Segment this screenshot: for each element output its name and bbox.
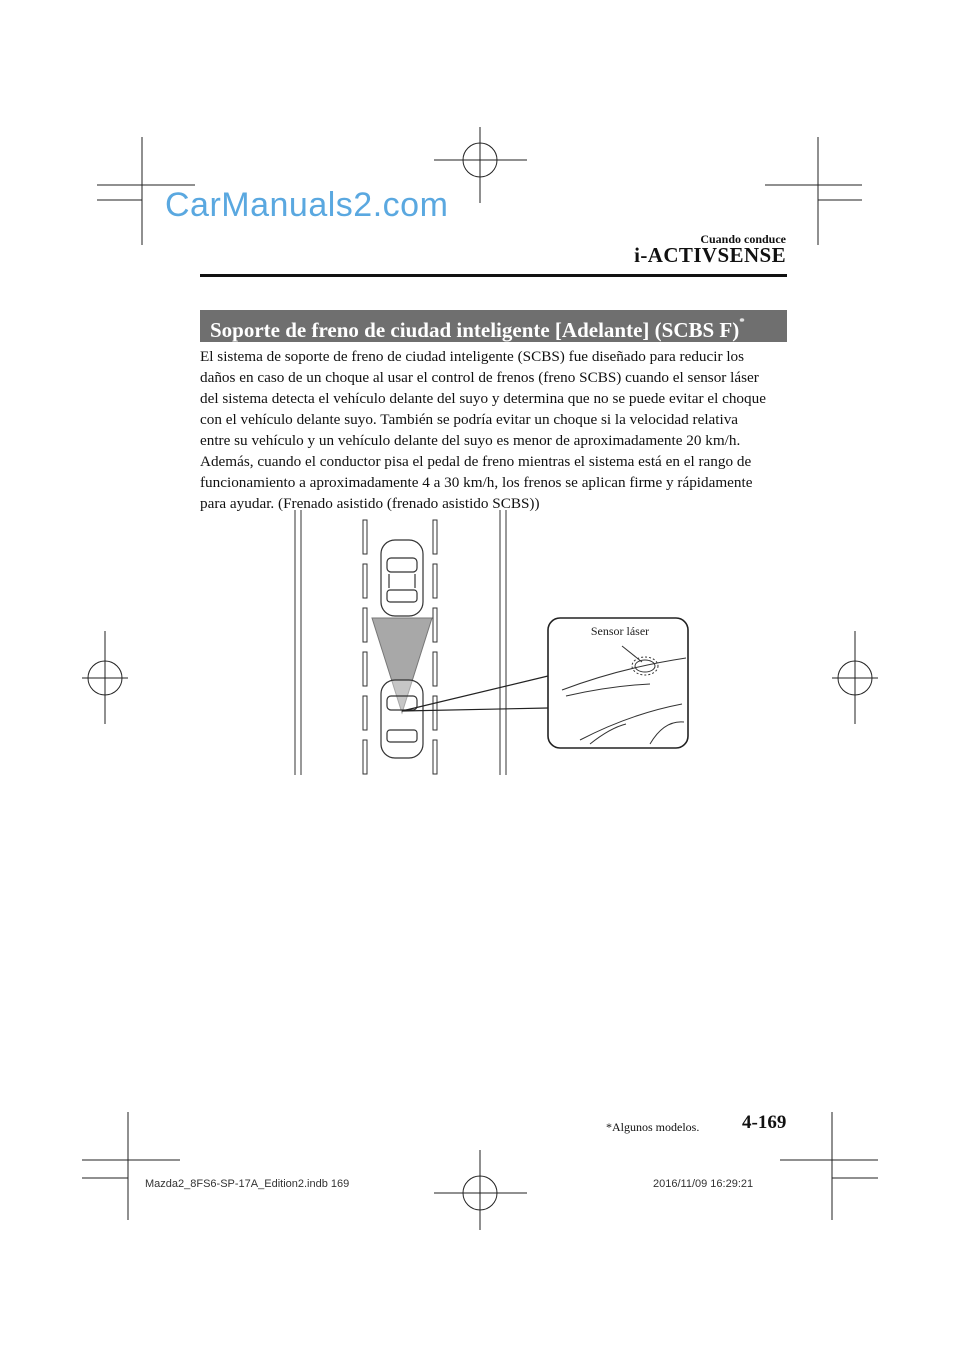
own-car [381, 680, 423, 758]
body-line: Además, cuando el conductor pisa el pedal de freno mientras el sistema está en el rango de [200, 453, 752, 470]
body-line: del sistema detecta el vehículo delante del suyo y determina que no se puede evitar el choque [200, 390, 766, 407]
body-line: El sistema de soporte de freno de ciudad inteligente (SCBS) fue diseñado para reducir los [200, 348, 745, 365]
models-mark: * [739, 316, 745, 328]
sensor-label: Sensor láser [590, 624, 650, 638]
article-body [200, 346, 790, 514]
body-line: daños en caso de un choque al usar el control de frenos (freno SCBS) cuando el sensor láser [200, 369, 759, 386]
body-line: funcionamiento a aproximadamente 4 a 30 km/h, los frenos se aplican firme y rápidamente [200, 474, 753, 491]
header-section: Cuando conduce [700, 232, 786, 246]
body-line: para ayudar. (Frenado asistido (frenado asistido SCBS)) [200, 495, 540, 512]
watermark-logo: CarManuals2.com [165, 186, 449, 224]
body-line: entre su vehículo y un vehículo delante del suyo es menor de aproximadamente 20 km/h. [200, 432, 741, 449]
imprint-file: Mazda2_8FS6-SP-17A_Edition2.indb 169 [145, 1178, 350, 1190]
imprint-date: 2016/11/09 16:29:21 [653, 1178, 754, 1190]
front-car [381, 540, 423, 616]
page-number: 4-169 [742, 1112, 787, 1133]
footnote-models: *Algunos modelos. [606, 1120, 700, 1134]
header-chapter: i-ACTIVSENSE [634, 243, 786, 267]
header-rule [200, 274, 787, 277]
callout-leader [402, 676, 548, 711]
article-title-bar [200, 310, 787, 342]
body-line: con el vehículo delante suyo. También se podría evitar un choque si la velocidad relativa [200, 411, 739, 428]
scbs-illustration [290, 508, 710, 778]
article-title: Soporte de freno de ciudad inteligente [Adelante] (SCBS F) [210, 318, 740, 342]
